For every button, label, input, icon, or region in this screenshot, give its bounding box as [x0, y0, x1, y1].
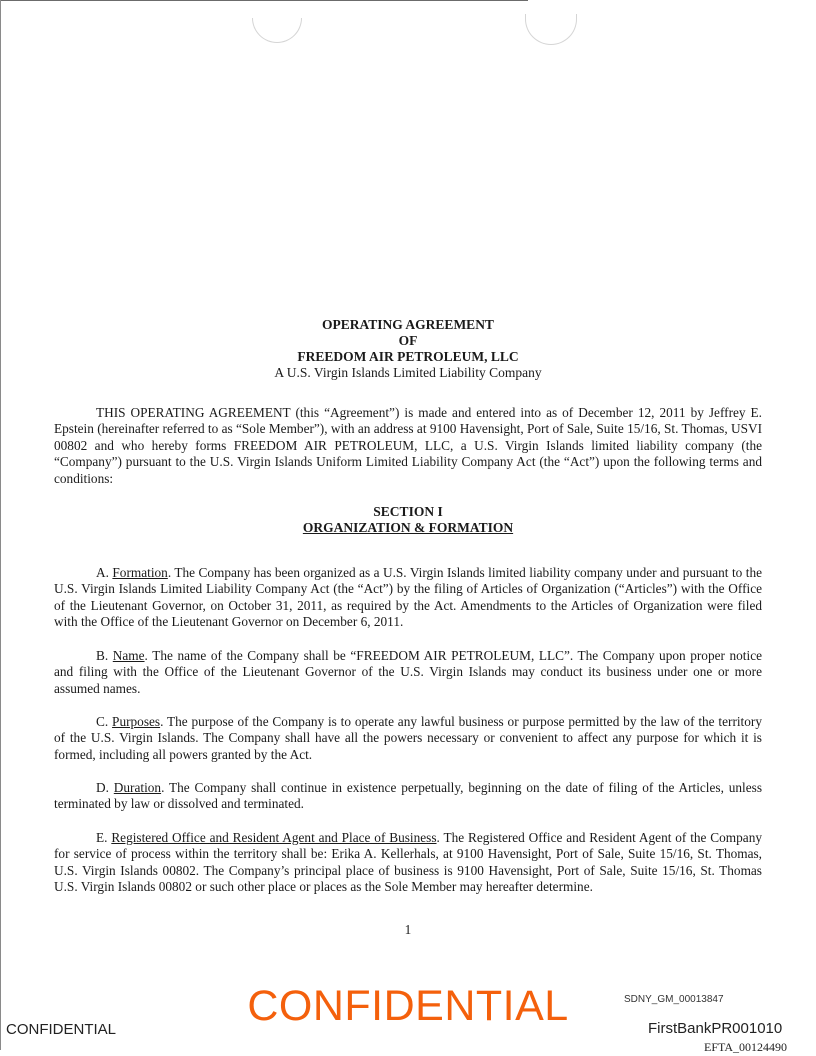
bates-number-sdny: SDNY_GM_00013847 — [624, 994, 724, 1005]
clause-heading: Registered Office and Resident Agent and Place of Business — [111, 830, 437, 845]
clause-letter: D. — [96, 780, 109, 795]
clause-formation: A. Formation. The Company has been organized as a U.S. Virgin Islands limited liability company under and pursuant to the U.S. Virgin Islands Limited Liability Company Act (the “Act”) by the filing of Articles of Organization (“Articles”) with the Office of the Lieutenant Governor, on October 31, 2011, as required by the Act. Amendments to the Articles of Organization were filed with the Office of the Lieutenant Governor on December 6, 2011. — [54, 565, 762, 630]
scan-smudge-left — [252, 18, 302, 43]
intro-paragraph: THIS OPERATING AGREEMENT (this “Agreement”) is made and entered into as of December 12, 2011 by Jeffrey E. Epstein (hereinafter referred to as “Sole Member”), with an address at 9100 Havensight, Port of Sale, Suite 15/16, St. Thomas, USVI 00802 and who hereby forms FREEDOM AIR PETROLEUM, LLC, a U.S. Virgin Islands limited liability company (the “Company”) pursuant to the U.S. Virgin Islands Uniform Limited Liability Company Act (the “Act”) upon the following terms and conditions: — [54, 405, 763, 486]
document-title: OPERATING AGREEMENT — [322, 317, 494, 332]
clause-text: The Company shall continue in existence perpetually, beginning on the date of filing of the Articles, unless terminated by law or dissolved and terminated. — [54, 780, 762, 812]
clause-duration: D. Duration. The Company shall continue in existence perpetually, beginning on the date of filing of the Articles, unless terminated by law or dissolved and terminated. — [54, 780, 762, 812]
clause-text: The name of the Company shall be “FREEDOM AIR PETROLEUM, LLC”. The Company upon proper notice and filing with the Office of the Lieutenant Governor of the U.S. Virgin Islands may conduct its business under one or more assumed names. — [54, 648, 762, 696]
clause-heading: Duration — [113, 780, 162, 795]
bates-number-firstbank: FirstBankPR001010 — [648, 1020, 783, 1037]
company-subtitle: A U.S. Virgin Islands Limited Liability Company — [274, 365, 542, 380]
document-title-of: OF — [398, 333, 418, 348]
company-name-heading: FREEDOM AIR PETROLEUM, LLC — [297, 349, 519, 364]
section-name-text: ORGANIZATION & FORMATION — [302, 520, 514, 535]
clause-name: B. Name. The name of the Company shall be “FREEDOM AIR PETROLEUM, LLC”. The Company upon proper notice and filing with the Office of the Lieutenant Governor of the U.S. Virgin Islands may conduct its business under one or more assumed names. — [54, 648, 762, 696]
clause-text: The Company has been organized as a U.S. Virgin Islands limited liability company under and pursuant to the U.S. Virgin Islands Limited Liability Company Act (the “Act”) by the filing of Articles of Organization (“Articles”) with the Office of the Lieutenant Governor, on October 31, 2011, as required by the Act. Amendments to the Articles of Organization were filed with the Office of the Lieutenant Governor on December 6, 2011. — [54, 565, 762, 630]
clause-letter: A. — [96, 565, 109, 580]
clause-letter: E. — [96, 830, 108, 845]
confidential-label: CONFIDENTIAL — [6, 1021, 117, 1038]
scan-edge-top — [0, 0, 528, 1]
efta-number: EFTA_00124490 — [704, 1040, 788, 1054]
section-name — [0, 520, 816, 536]
clause-text: The purpose of the Company is to operate any lawful business or purpose permitted by the law of the territory of the U.S. Virgin Islands. The Company shall have all the powers necessary or convenient to affect any purpose for which it is formed, including all powers granted by the Act. — [54, 714, 762, 762]
clause-registered-office: E. Registered Office and Resident Agent and Place of Business. The Registered Office and Resident Agent of the Company for service of process within the territory shall be: Erika A. Kellerhals, at 9100 Havensight, Port of Sale, Suite 15/16, St. Thomas, U.S. Virgin Islands 00802. The Company’s principal place of business is 9100 Havensight, Port of Sale, Suite 15/16, St. Thomas U.S. Virgin Islands 00802 or such other place or places as the Sole Member may hereafter determine. — [54, 830, 762, 895]
confidential-stamp: CONFIDENTIAL — [247, 982, 569, 1030]
clause-letter: C. — [96, 714, 109, 729]
clause-heading: Purposes — [112, 714, 161, 729]
section-number: SECTION I — [373, 504, 443, 519]
clause-letter: B. — [96, 648, 109, 663]
clause-heading: Name — [112, 648, 145, 663]
clause-purposes: C. Purposes. The purpose of the Company is to operate any lawful business or purpose permitted by the law of the territory of the U.S. Virgin Islands. The Company shall have all the powers necessary or convenient to affect any purpose for which it is formed, including all powers granted by the Act. — [54, 714, 762, 762]
clause-text: The Registered Office and Resident Agent of the Company for service of process within the territory shall be: Erika A. Kellerhals, at 9100 Havensight, Port of Sale, Suite 15/16, St. Thomas, U.S. Virgin Islands 00802. The Company’s principal place of business is 9100 Havensight, Port of Sale, Suite 15/16, St. Thomas U.S. Virgin Islands 00802 or such other place or places as the Sole Member may hereafter determine. — [54, 830, 762, 895]
clause-heading: Formation — [112, 565, 168, 580]
scan-smudge-right — [525, 14, 577, 45]
page-number: 1 — [404, 922, 412, 937]
